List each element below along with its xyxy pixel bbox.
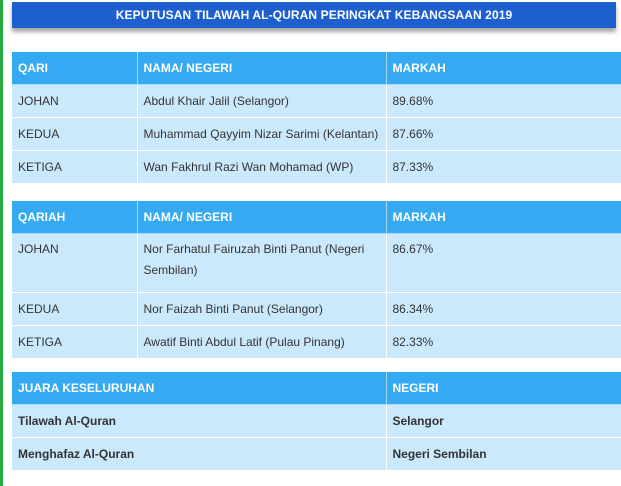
header-qari: QARI (12, 52, 137, 85)
cell-position: JOHAN (12, 234, 137, 293)
cell-position: KEDUA (12, 118, 137, 151)
table-row (12, 293, 621, 326)
header-negeri: NEGERI (386, 372, 621, 405)
cell-score: 87.66% (386, 118, 621, 151)
cell-name: Abdul Khair Jalil (Selangor) (137, 85, 386, 118)
cell-name: Muhammad Qayyim Nizar Sarimi (Kelantan) (137, 118, 386, 151)
cell-score: 82.33% (386, 326, 621, 359)
table-header-row (12, 52, 621, 85)
cell-score: 86.34% (386, 293, 621, 326)
cell-position: JOHAN (12, 85, 137, 118)
cell-position: KETIGA (12, 151, 137, 184)
table-row (12, 438, 621, 471)
table-row (12, 405, 621, 438)
page-title: KEPUTUSAN TILAWAH AL-QURAN PERINGKAT KEBANGSAAN 2019 (115, 8, 513, 22)
cell-name: Wan Fakhrul Razi Wan Mohamad (WP) (137, 151, 386, 184)
cell-state: Negeri Sembilan (386, 438, 621, 471)
header-qariah: QARIAH (12, 201, 137, 234)
page-title-banner (12, 2, 616, 28)
header-nama-negeri: NAMA/ NEGERI (137, 52, 386, 85)
cell-name: Awatif Binti Abdul Latif (Pulau Pinang) (137, 326, 386, 359)
qariah-results-table (12, 201, 621, 359)
cell-state: Selangor (386, 405, 621, 438)
cell-score: 89.68% (386, 85, 621, 118)
header-markah: MARKAH (386, 52, 621, 85)
table-row (12, 151, 621, 184)
cell-position: KETIGA (12, 326, 137, 359)
cell-position: KEDUA (12, 293, 137, 326)
table-row (12, 85, 621, 118)
left-accent-bar (0, 0, 3, 486)
overall-champion-table (12, 372, 621, 471)
cell-category: Menghafaz Al-Quran (12, 438, 386, 471)
qari-results-table (12, 52, 621, 184)
table-row (12, 118, 621, 151)
table-header-row (12, 372, 621, 405)
table-row (12, 326, 621, 359)
header-nama-negeri: NAMA/ NEGERI (137, 201, 386, 234)
cell-score: 87.33% (386, 151, 621, 184)
header-markah: MARKAH (386, 201, 621, 234)
cell-name: Nor Faizah Binti Panut (Selangor) (137, 293, 386, 326)
cell-name: Nor Farhatul Fairuzah Binti Panut (Negeri Sembilan) (137, 234, 386, 293)
header-juara-keseluruhan: JUARA KESELURUHAN (12, 372, 386, 405)
cell-category: Tilawah Al-Quran (12, 405, 386, 438)
cell-score: 86.67% (386, 234, 621, 293)
table-row (12, 234, 621, 293)
table-header-row (12, 201, 621, 234)
